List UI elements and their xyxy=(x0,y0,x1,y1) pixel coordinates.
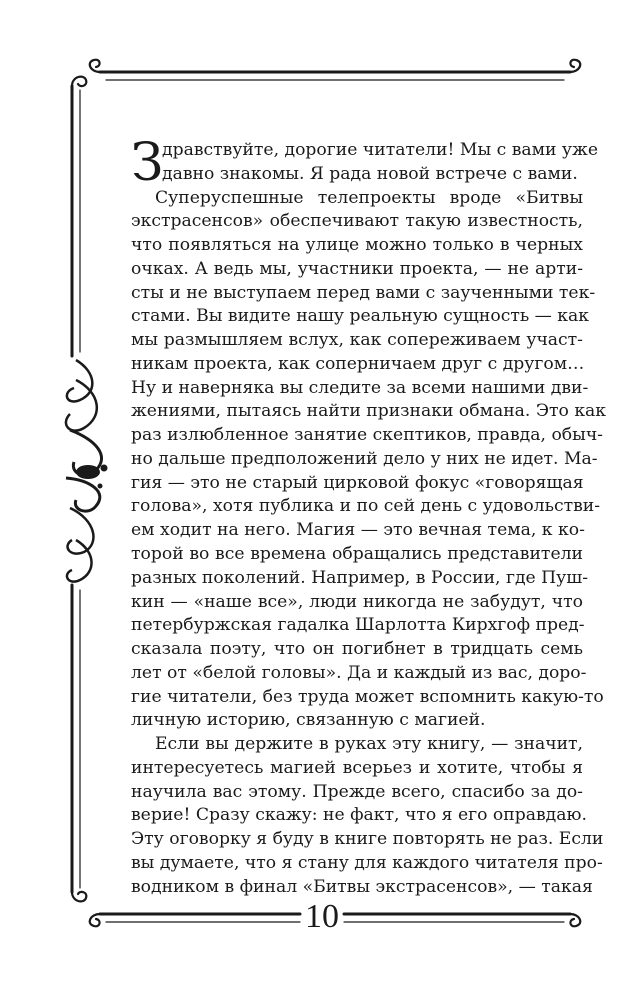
text-line: очках. А ведь мы, участники проекта, — не арти- xyxy=(131,258,583,279)
text-line: Суперуспешные телепроекты вроде «Битвы xyxy=(155,187,583,208)
text-line: сты и не выступаем перед вами с заученными тек- xyxy=(131,282,596,303)
text-line: лет от «белой головы». Да и каждый из вас, доро- xyxy=(131,662,587,683)
page-number: 10 xyxy=(305,898,339,935)
text-line: экстрасенсов» обеспечивают такую известность, xyxy=(131,211,583,232)
text-line: Эту оговорку я буду в книге повторять не раз. Если xyxy=(131,829,604,850)
text-line: научила вас этому. Прежде всего, спасибо за до- xyxy=(131,781,583,802)
text-line: жениями, пытаясь найти признаки обмана. Это как xyxy=(131,401,607,422)
text-line: дравствуйте, дорогие читатели! Мы с вами уже xyxy=(162,140,599,160)
text-line: Ну и наверняка вы следите за всеми нашими дви- xyxy=(131,377,589,398)
text-line: кин — «наше все», люди никогда не забудут, что xyxy=(131,591,583,612)
text-line: торой во все времена обращались представители xyxy=(131,544,583,565)
drop-cap: З xyxy=(131,133,164,193)
paragraph xyxy=(131,187,607,734)
text-line: верие! Сразу скажу: не факт, что я его оправдаю. xyxy=(131,805,587,826)
text-line: что появляться на улице можно только в черных xyxy=(131,235,583,256)
text-line: голова», хотя публика и по сей день с удовольстви- xyxy=(131,496,601,517)
body-text xyxy=(131,133,607,900)
text-line: личную историю, связанную с магией. xyxy=(131,710,486,731)
text-line: гие читатели, без труда может вспомнить какую-то xyxy=(131,686,604,707)
text-line: давно знакомы. Я рада новой встрече с вами. xyxy=(162,163,578,184)
text-line: раз излюбленное занятие скептиков, правда, обыч- xyxy=(131,425,603,446)
text-line: но дальше предположений дело у них не идет. Ма- xyxy=(131,448,598,469)
text-line: вы думаете, что я стану для каждого читателя про- xyxy=(131,852,603,873)
text-line: мы размышляем вслух, как сопереживаем участ- xyxy=(131,330,583,351)
text-line: стами. Вы видите нашу реальную сущность — как xyxy=(131,306,590,327)
paragraph xyxy=(131,133,599,193)
text-line: разных поколений. Например, в России, где Пуш- xyxy=(131,567,589,588)
text-line: никам проекта, как соперничаем друг с другом… xyxy=(131,353,585,374)
paragraph xyxy=(131,733,604,899)
text-line: гия — это не старый цирковой фокус «говорящая xyxy=(131,472,584,493)
text-line: сказала поэту, что он погибнет в тридцать семь xyxy=(131,639,583,660)
text-line: интересуетесь магией всерьез и хотите, чтобы я xyxy=(131,757,583,778)
text-line: Если вы держите в руках эту книгу, — значит, xyxy=(155,734,583,755)
text-line: ем ходит на него. Магия — это вечная тема, к ко- xyxy=(131,520,585,541)
text-line: петербуржская гадалка Шарлотта Кирхгоф пред- xyxy=(131,615,585,636)
text-line: водником в финал «Битвы экстрасенсов», — такая xyxy=(131,876,593,897)
